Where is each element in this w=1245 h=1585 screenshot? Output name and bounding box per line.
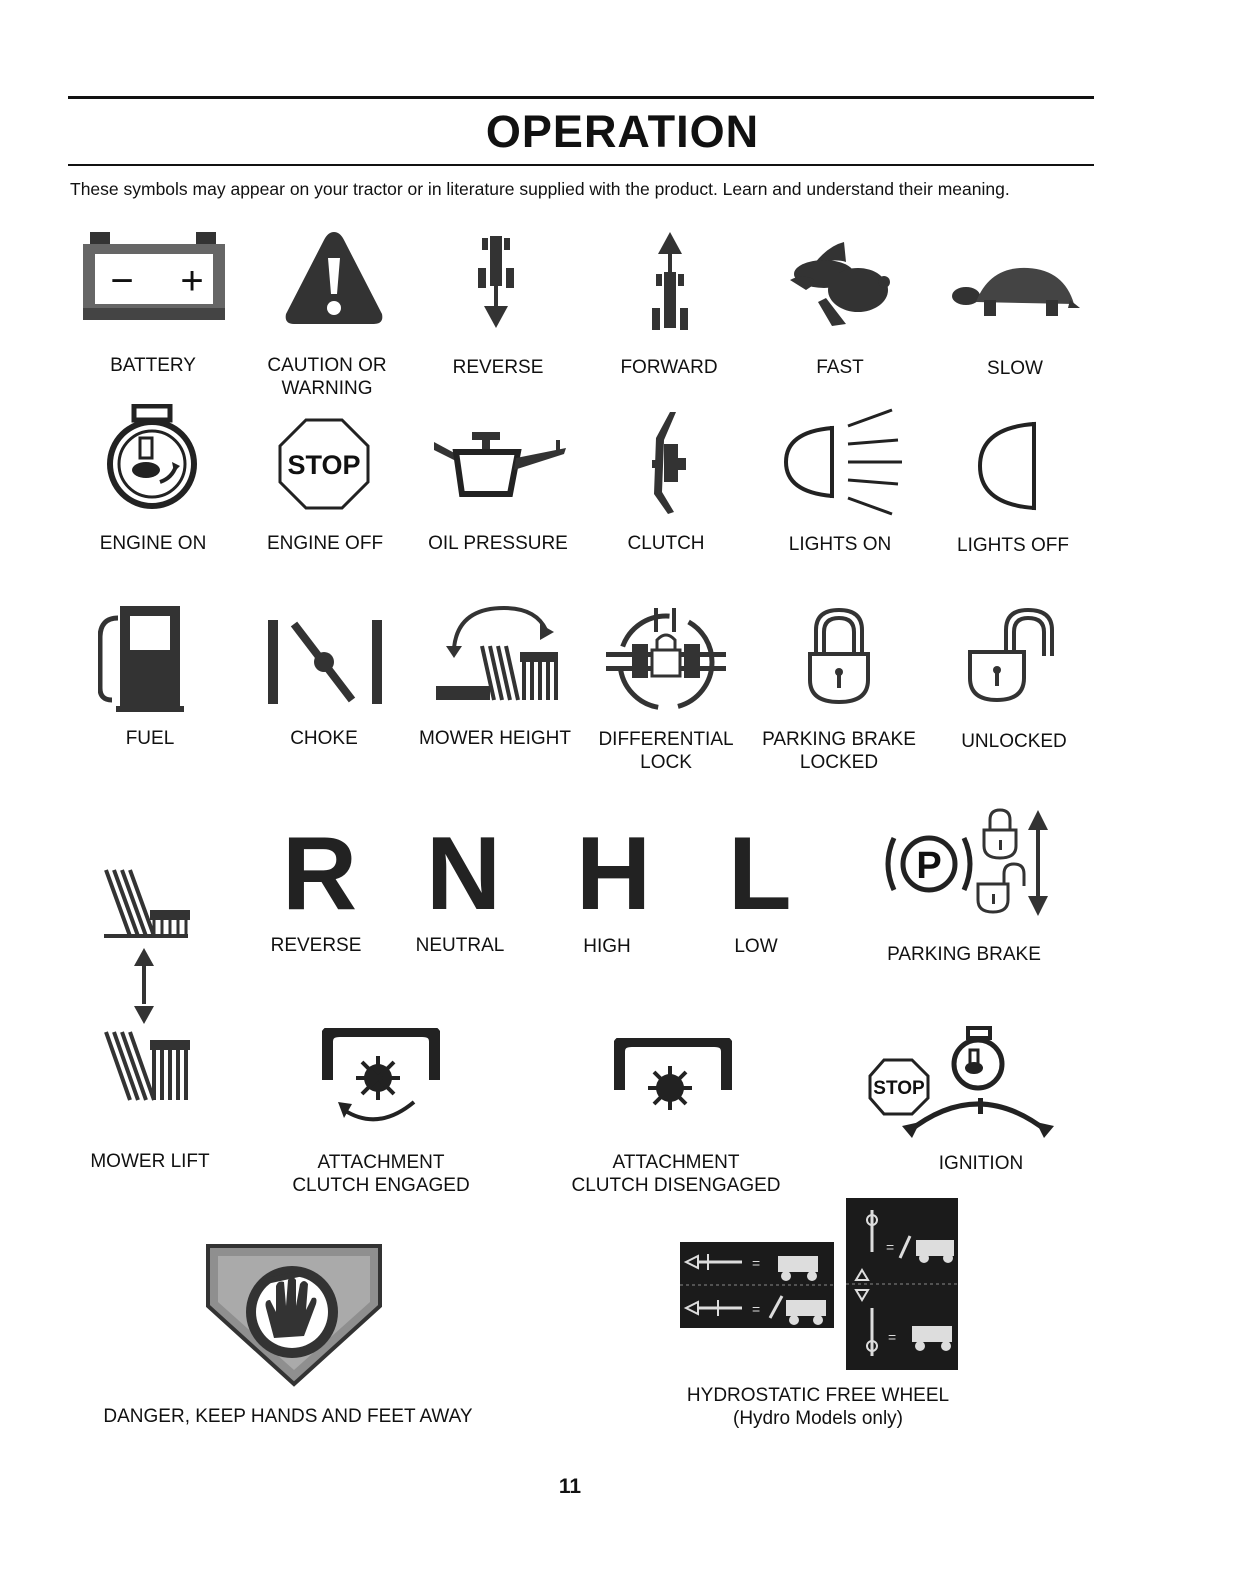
danger-label: DANGER, KEEP HANDS AND FEET AWAY	[103, 1406, 473, 1427]
ignition-sign-text: STOP	[873, 1078, 925, 1099]
engine-off-label: ENGINE OFF	[266, 533, 384, 554]
slow-label: SLOW	[987, 358, 1043, 379]
turtle-icon	[950, 262, 1080, 328]
stop-sign-icon	[278, 418, 370, 510]
forward-label: FORWARD	[620, 357, 718, 378]
caution-warning-label: CAUTION OR WARNING	[267, 355, 387, 399]
fuel-label: FUEL	[125, 728, 175, 749]
gear-low-letter: L	[728, 816, 792, 932]
attachment-clutch-engaged-icon	[322, 1028, 440, 1130]
gear-low-label: LOW	[734, 936, 778, 957]
svg-text:=: =	[888, 1329, 897, 1345]
parking-brake-icon	[878, 808, 1054, 920]
battery-icon	[80, 232, 228, 324]
page-title: OPERATION	[485, 106, 760, 157]
battery-label: BATTERY	[110, 355, 196, 376]
rabbit-icon	[784, 238, 892, 330]
header-rule-bottom	[68, 164, 1094, 166]
differential-lock-label: DIFFERENTIAL LOCK	[598, 729, 734, 773]
parking-brake-label: PARKING BRAKE	[887, 944, 1041, 965]
clutch-label: CLUTCH	[627, 533, 705, 554]
engine-on-label: ENGINE ON	[99, 533, 207, 554]
engine-off-sign-text: STOP	[287, 450, 361, 480]
mower-lift-label: MOWER LIFT	[90, 1151, 210, 1172]
lights-off-label: LIGHTS OFF	[957, 535, 1069, 556]
engine-on-icon	[100, 404, 204, 510]
parking-brake-locked-label: PARKING BRAKE LOCKED	[762, 729, 916, 773]
gear-neutral-letter: N	[426, 816, 502, 932]
battery-plus-glyph: +	[180, 259, 204, 303]
oil-can-icon	[432, 428, 570, 498]
gear-reverse-letter: R	[282, 816, 358, 932]
hand-danger-icon	[204, 1242, 384, 1388]
padlock-unlocked-icon	[966, 608, 1062, 704]
headlight-off-icon	[976, 420, 1042, 512]
tractor-forward-icon	[648, 230, 692, 334]
lights-on-label: LIGHTS ON	[788, 534, 892, 555]
ignition-icon	[868, 1026, 1064, 1142]
page-number: 11	[558, 1475, 582, 1498]
differential-lock-icon	[604, 606, 728, 718]
intro-text: These symbols may appear on your tractor or in literature supplied with the product. Learn and understand their meaning.	[70, 179, 1010, 199]
mower-lift-icon	[100, 866, 196, 1106]
warning-triangle-icon	[282, 228, 386, 328]
gear-high-label: HIGH	[583, 936, 631, 957]
clutch-icon	[644, 410, 688, 514]
battery-minus-glyph: −	[110, 259, 134, 303]
reverse-arrow-label: REVERSE	[452, 357, 544, 378]
hydrostatic-free-wheel-label: HYDROSTATIC FREE WHEEL (Hydro Models only)	[686, 1385, 950, 1429]
header-rule-top	[68, 96, 1094, 99]
ignition-label: IGNITION	[938, 1153, 1024, 1174]
fuel-pump-icon	[98, 604, 184, 714]
attachment-clutch-disengaged-icon	[614, 1038, 732, 1114]
padlock-locked-icon	[806, 606, 872, 706]
unlocked-label: UNLOCKED	[961, 731, 1067, 752]
attachment-clutch-disengaged-label: ATTACHMENT CLUTCH DISENGAGED	[571, 1152, 781, 1196]
oil-pressure-label: OIL PRESSURE	[428, 533, 568, 554]
parking-brake-sign-text: P	[916, 845, 942, 887]
attachment-clutch-engaged-label: ATTACHMENT CLUTCH ENGAGED	[292, 1152, 470, 1196]
choke-icon	[264, 616, 386, 706]
svg-text:=: =	[752, 1255, 761, 1271]
fast-label: FAST	[816, 357, 864, 378]
tractor-reverse-icon	[474, 232, 518, 332]
hydrostatic-free-wheel-icon	[678, 1196, 960, 1372]
gear-neutral-label: NEUTRAL	[415, 935, 505, 956]
mower-height-label: MOWER HEIGHT	[419, 728, 571, 749]
choke-label: CHOKE	[290, 728, 358, 749]
svg-text:=: =	[752, 1301, 761, 1317]
headlight-on-icon	[782, 406, 906, 518]
svg-text:=: =	[886, 1239, 895, 1255]
mower-height-icon	[432, 602, 560, 706]
gear-high-letter: H	[576, 816, 652, 932]
gear-reverse-label: REVERSE	[270, 935, 362, 956]
